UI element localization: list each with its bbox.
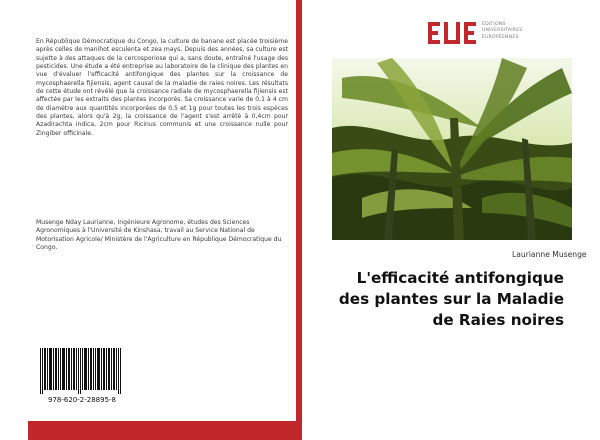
- barcode: [36, 344, 128, 410]
- publisher-logo: [426, 20, 556, 46]
- banana-plant-photo: [332, 58, 572, 240]
- book-cover: [28, 0, 587, 440]
- publisher-line-2: UNIVERSITAIRES: [482, 28, 523, 34]
- book-title-line-3: de Raies noires: [432, 311, 564, 329]
- book-title-line-2: des plantes sur la Maladie: [338, 290, 564, 308]
- eue-logo-icon: [426, 20, 478, 46]
- back-cover-blurb: En République Démocratique du Congo, la culture de banane est placée troisième après celles de manihot esculenta et zea mays. Depuis des années, sa culture est sujette à des attaques de la cercosporiose qui a, sans doute, entraîné l'usage des pesticides. Une étude a été entreprise au laboratoire de la clinique des plantes en vue d'évaluer l'efficacité antifongique des plantes sur la croissance de mycosphaerella fijiensis, agent causal de la maladie de raies noires. Les résultats de cette étude ont révélé que la croissance radiale de mycosphaerella fijiensis est affectée par les extraits des plantes incorporés. Sa croissance varie de 0,1 à 4 cm de diamètre aux quantités incorporées de 0,5 et 1g pour toutes les trois espèces des plantes, alors qu'à 2g, la croissance de l'agent s'est arrêté à 0,4cm pour Azadirachta indica, 2cm pour Ricinus communis et une croissance nulle pour Zingiber officinale.: [36, 38, 288, 137]
- book-title-line-1: L'efficacité antifongique: [356, 269, 564, 287]
- back-cover: [28, 0, 296, 440]
- author-bio: Musenge Nday Laurianne, Ingénieure Agronome, études des Sciences Agronomiques à l'Université de Kinshasa, travail au Service National de Motorisation Agricole/ Ministère de l'Agriculture en République Démocratique du Congo.: [36, 219, 282, 251]
- publisher-name: [482, 22, 562, 41]
- front-cover: [302, 0, 587, 440]
- book-title: [314, 268, 564, 331]
- bottom-accent-band: [28, 421, 296, 440]
- barcode-icon: [40, 348, 122, 394]
- author-name: Laurianne Musenge: [512, 250, 587, 259]
- publisher-line-3: EUROPÉENNES: [482, 34, 519, 40]
- publisher-line-1: ÉDITIONS: [482, 22, 506, 27]
- isbn-number: 978-620-2-28895-8: [47, 396, 116, 404]
- banana-plant-icon: [332, 58, 572, 240]
